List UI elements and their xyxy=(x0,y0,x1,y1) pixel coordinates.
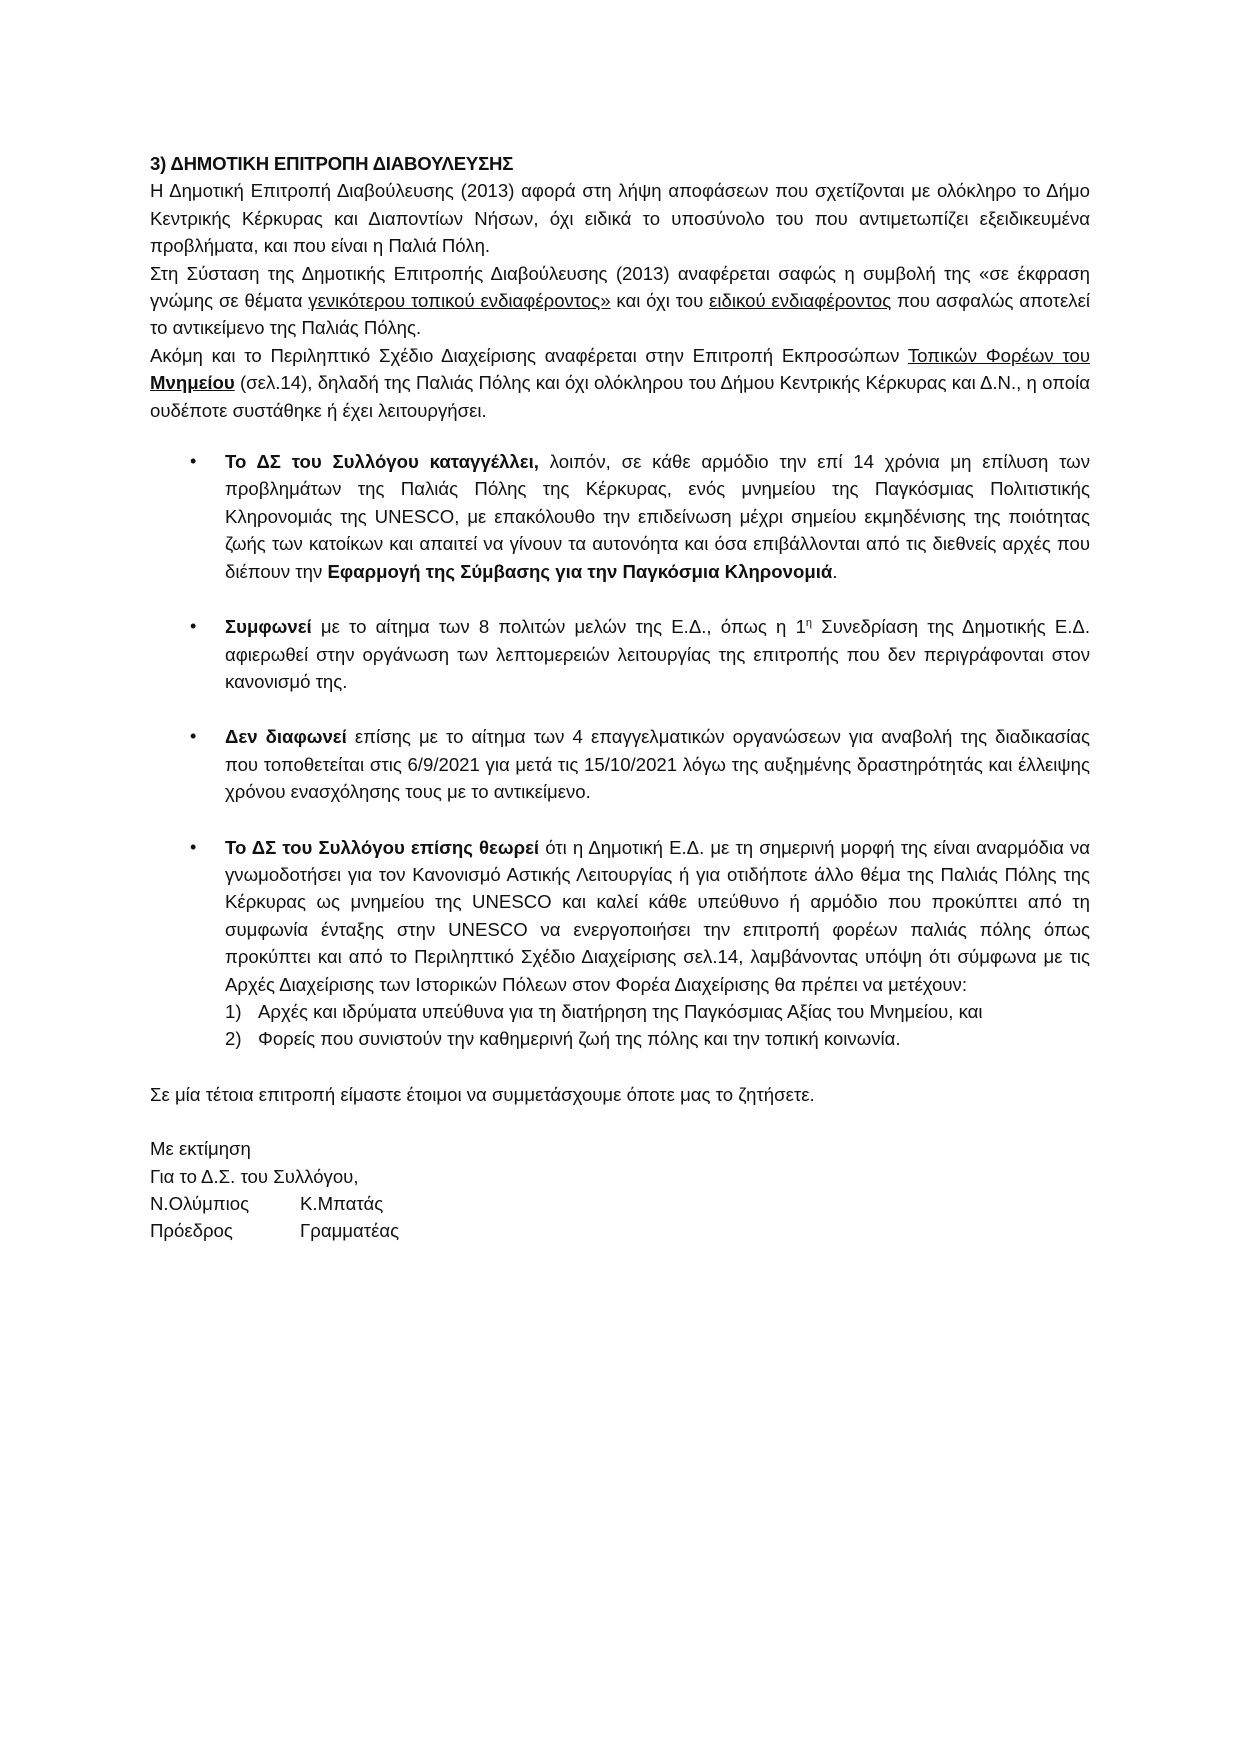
signatory-names xyxy=(150,1190,1090,1217)
closing-paragraph: Σε μία τέτοια επιτροπή είμαστε έτοιμοι να συμμετάσχουμε όποτε μας το ζητήσετε. xyxy=(150,1083,815,1105)
text: Φορείς που συνιστούν την καθημερινή ζωή της πόλης και την τοπική κοινωνία. xyxy=(258,1028,901,1050)
underlined-text: ειδικού ενδιαφέροντος xyxy=(709,290,892,312)
greeting: Με εκτίμηση xyxy=(150,1138,251,1160)
bold-lead: Δεν διαφωνεί xyxy=(225,726,347,748)
bold-lead: Συμφωνεί xyxy=(225,616,312,638)
text: Στη Σύσταση της Δημοτικής Επιτροπής Διαβούλευσης (2013) αναφέρεται σαφώς η συμβολή της «σε έκφραση γνώμης σε θέματα xyxy=(150,262,1090,312)
text: (σελ.14), δηλαδή της Παλιάς Πόλης και όχι ολόκληρου του Δήμου Κεντρικής Κέρκυρας και Δ.Ν., η οποία ουδέποτε συστάθηκε ή έχει λειτουργήσει. xyxy=(150,372,1090,421)
bullet-item xyxy=(150,723,1090,805)
bold-lead: Το ΔΣ του Συλλόγου καταγγέλλει, xyxy=(225,451,539,473)
text: . xyxy=(832,560,838,582)
text: και όχι του xyxy=(610,290,710,312)
underlined-bold-text: Μνημείου xyxy=(150,372,235,394)
paragraph-3 xyxy=(150,342,1090,424)
text: Συνεδρίαση της Δημοτικής Ε.Δ. αφιερωθεί στην οργάνωση των λεπτομερειών λειτουργίας της επιτροπής που δεν περιγράφονται στον κανονισμό της. xyxy=(225,616,1090,692)
item-number: 2) xyxy=(225,1028,242,1050)
superscript: η xyxy=(805,616,813,629)
bullet-list xyxy=(150,448,1090,1053)
bullet-item xyxy=(150,834,1090,1053)
signature-for: Για το Δ.Σ. του Συλλόγου, xyxy=(150,1165,359,1187)
paragraph-2 xyxy=(150,260,1090,342)
numbered-item xyxy=(225,998,1090,1025)
document-page xyxy=(150,150,1090,1245)
secretary-name: Κ.Μπατάς xyxy=(300,1193,384,1214)
text: λοιπόν, σε κάθε αρμόδιο την επί 14 χρόνια μη επίλυση των προβλημάτων της Παλιάς Πόλης της Κέρκυρας, ενός μνημείου της Παγκόσμιας Πολιτιστικής Κληρονομιάς της UNESCO, με επακόλουθο την επιδείνωση μέχρι σημείου εκμηδένισης της ποιότητας ζωής των κατοίκων και απαιτεί να γίνουν τα αυτονόητα και όσα επιβάλλονται από τις διεθνείς αρχές που διέπουν την xyxy=(225,451,1090,582)
president-name: Ν.Ολύμπιος xyxy=(150,1193,250,1214)
text: που ασφαλώς αποτελεί το αντικείμενο της Παλιάς Πόλης. xyxy=(150,290,1090,339)
text: ότι η Δημοτική Ε.Δ. με τη σημερινή μορφή της είναι αναρμόδια να γνωμοδοτήσει για τον Κανονισμό Αστικής Λειτουργίας ή για οτιδήποτε άλλο θέμα της Παλιάς Πόλης της Κέρκυρας ως μνημείου της UNESCO και καλεί κάθε υπεύθυνο ή αρμόδιο που προκύπτει από τη συμφωνία ένταξης στην UNESCO να ενεργοποιήσει την επιτροπή φορέων παλιάς πόλης όπως προκύπτει και από το Περιληπτικό Σχέδιο Διαχείρισης σελ.14, λαμβάνοντας υπόψη ότι σύμφωνα με τις Αρχές Διαχείρισης των Ιστορικών Πόλεων στον Φορέα Διαχείρισης θα πρέπει να μετέχουν: xyxy=(225,836,1090,995)
item-number: 1) xyxy=(225,1000,242,1022)
text: Αρχές και ιδρύματα υπεύθυνα για τη διατήρηση της Παγκόσμιας Αξίας του Μνημείου, και xyxy=(258,1000,983,1022)
section-heading: 3) ΔΗΜΟΤΙΚΗ ΕΠΙΤΡΟΠΗ ΔΙΑΒΟΥΛΕΥΣΗΣ xyxy=(150,153,514,174)
text: επίσης με το αίτημα των 4 επαγγελματικών οργανώσεων για αναβολή της διαδικασίας που τοποθετείται στις 6/9/2021 για μετά τις 15/10/2021 λόγω της αυξημένης δραστηρότητάς και έλλειψης χρόνου ενασχόλησης τους με το αντικείμενο. xyxy=(225,726,1090,803)
bullet-item xyxy=(150,613,1090,695)
bullet-icon: • xyxy=(190,836,197,857)
underlined-text: γενικότερου τοπικού ενδιαφέροντος» xyxy=(308,290,611,312)
text: Ακόμη και το Περιληπτικό Σχέδιο Διαχείρισης αναφέρεται στην Επιτροπή Εκπροσώπων xyxy=(150,344,908,366)
text: με το αίτημα των 8 πολιτών μελών της Ε.Δ., όπως η 1 xyxy=(311,616,806,638)
bold-text: Εφαρμογή της Σύμβασης για την Παγκόσμια Κληρονομιά xyxy=(327,560,833,582)
underlined-text: Τοπικών Φορέων του xyxy=(907,344,1090,366)
numbered-item xyxy=(225,1025,1090,1052)
paragraph-1: Η Δημοτική Επιτροπή Διαβούλευσης (2013) αφορά στη λήψη αποφάσεων που σχετίζονται με ολόκληρο το Δήμο Κεντρικής Κέρκυρας και Διαποντίων Νήσων, όχι ειδικά το υποσύνολο του που αντιμετωπίζει εξειδικευμένα προβλήματα, και που είναι η Παλιά Πόλη. xyxy=(150,180,1090,257)
bullet-icon: • xyxy=(190,616,197,637)
signatory-roles xyxy=(150,1217,1090,1244)
numbered-list xyxy=(225,998,1090,1053)
bullet-icon: • xyxy=(190,451,197,472)
secretary-role: Γραμματέας xyxy=(300,1220,400,1242)
bullet-icon: • xyxy=(190,726,197,747)
bullet-item xyxy=(150,448,1090,585)
president-role: Πρόεδρος xyxy=(150,1220,233,1242)
bold-lead: Το ΔΣ του Συλλόγου επίσης θεωρεί xyxy=(225,836,540,858)
signature-block xyxy=(150,1135,1090,1245)
